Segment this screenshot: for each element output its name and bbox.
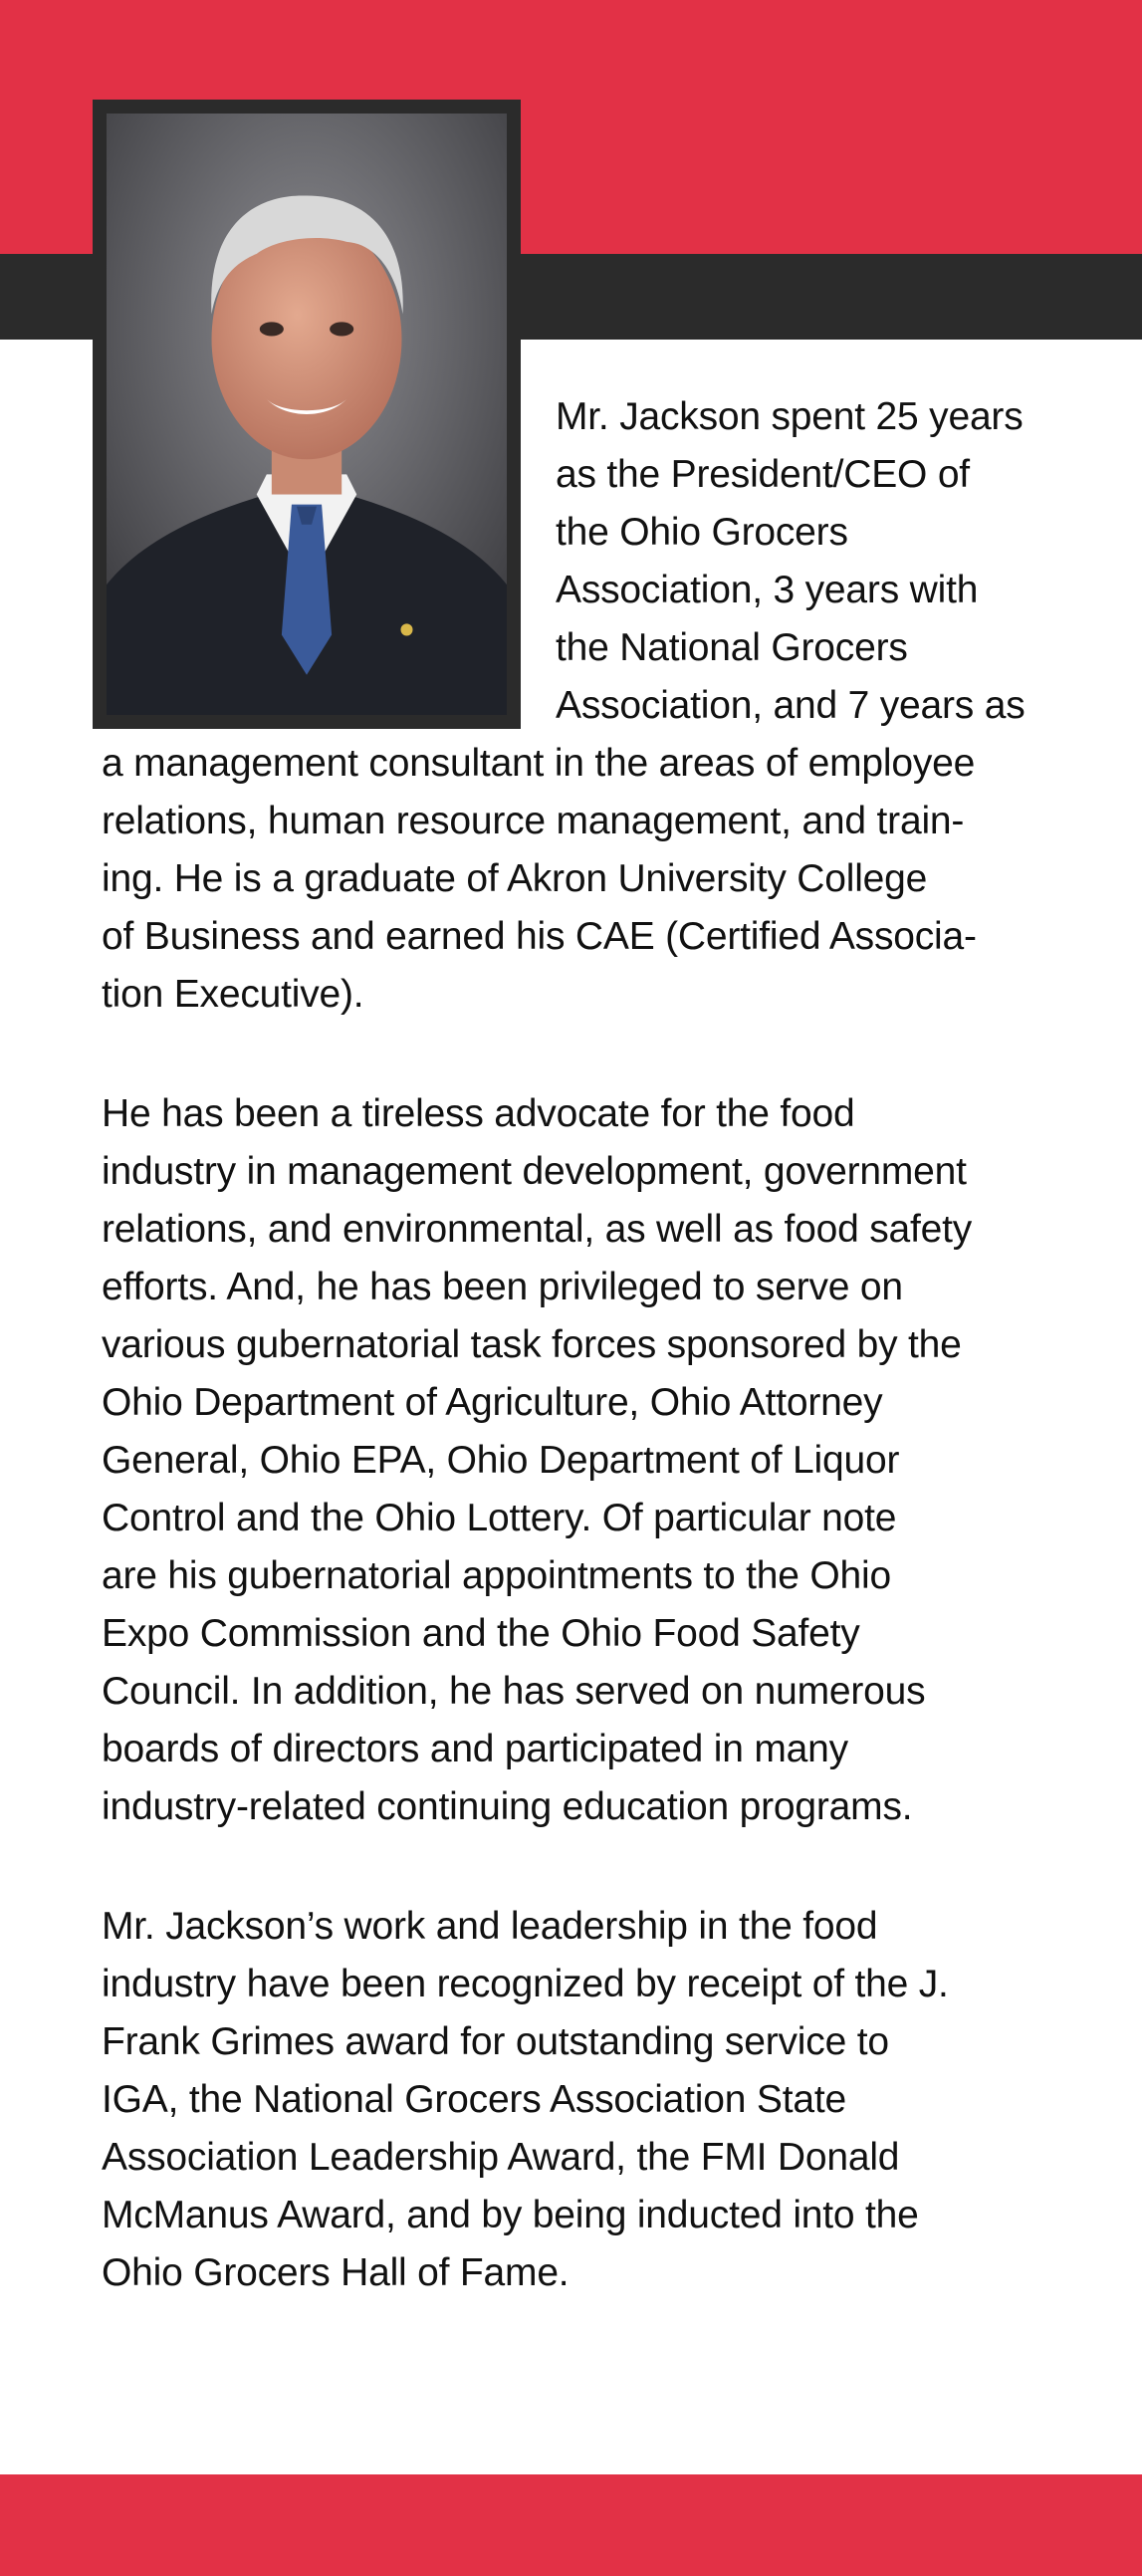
text-line: as the President/CEO of <box>556 453 970 496</box>
text-line: industry have been recognized by receipt of the J. <box>102 1963 949 2005</box>
text-line: He has been a tireless advocate for the food <box>102 1092 855 1135</box>
text-line: General, Ohio EPA, Ohio Department of Liquor <box>102 1439 900 1482</box>
text-line: a management consultant in the areas of employee <box>102 742 976 785</box>
text-line: Mr. Jackson’s work and leadership in the food <box>102 1905 878 1948</box>
text-line: Expo Commission and the Ohio Food Safety <box>102 1612 860 1655</box>
text-line: relations, and environmental, as well as food safety <box>102 1208 973 1251</box>
text-line: Ohio Grocers Hall of Fame. <box>102 2251 570 2294</box>
text-line: Ohio Department of Agriculture, Ohio Attorney <box>102 1381 883 1424</box>
text-line: tion Executive). <box>102 973 364 1016</box>
text-line: IGA, the National Grocers Association State <box>102 2078 846 2121</box>
portrait-photo <box>93 100 521 729</box>
text-line: McManus Award, and by being inducted into the <box>102 2194 919 2236</box>
text-line: Council. In addition, he has served on numerous <box>102 1670 926 1713</box>
text-line: Control and the Ohio Lottery. Of particular note <box>102 1497 897 1539</box>
bottom-red-band <box>0 2474 1142 2576</box>
text-line: various gubernatorial task forces sponsored by the <box>102 1323 962 1366</box>
text-line: Frank Grimes award for outstanding service to <box>102 2020 889 2063</box>
text-line: the National Grocers <box>556 626 908 669</box>
text-line: efforts. And, he has been privileged to serve on <box>102 1266 903 1308</box>
text-line: industry in management development, government <box>102 1150 967 1193</box>
text-line: relations, human resource management, and train- <box>102 800 965 842</box>
text-line: ing. He is a graduate of Akron University College <box>102 857 928 900</box>
text-line: Mr. Jackson spent 25 years <box>556 395 1024 438</box>
text-line: boards of directors and participated in many <box>102 1728 848 1770</box>
text-line: Association, and 7 years as <box>556 684 1026 727</box>
text-line: the Ohio Grocers <box>556 511 848 554</box>
text-line: of Business and earned his CAE (Certified Associa- <box>102 915 977 958</box>
portrait-photo-icon <box>107 114 507 715</box>
text-line: are his gubernatorial appointments to the Ohio <box>102 1554 891 1597</box>
text-line: Association Leadership Award, the FMI Donald <box>102 2136 900 2179</box>
text-line: industry-related continuing education programs. <box>102 1785 913 1828</box>
text-line: Association, 3 years with <box>556 569 979 611</box>
